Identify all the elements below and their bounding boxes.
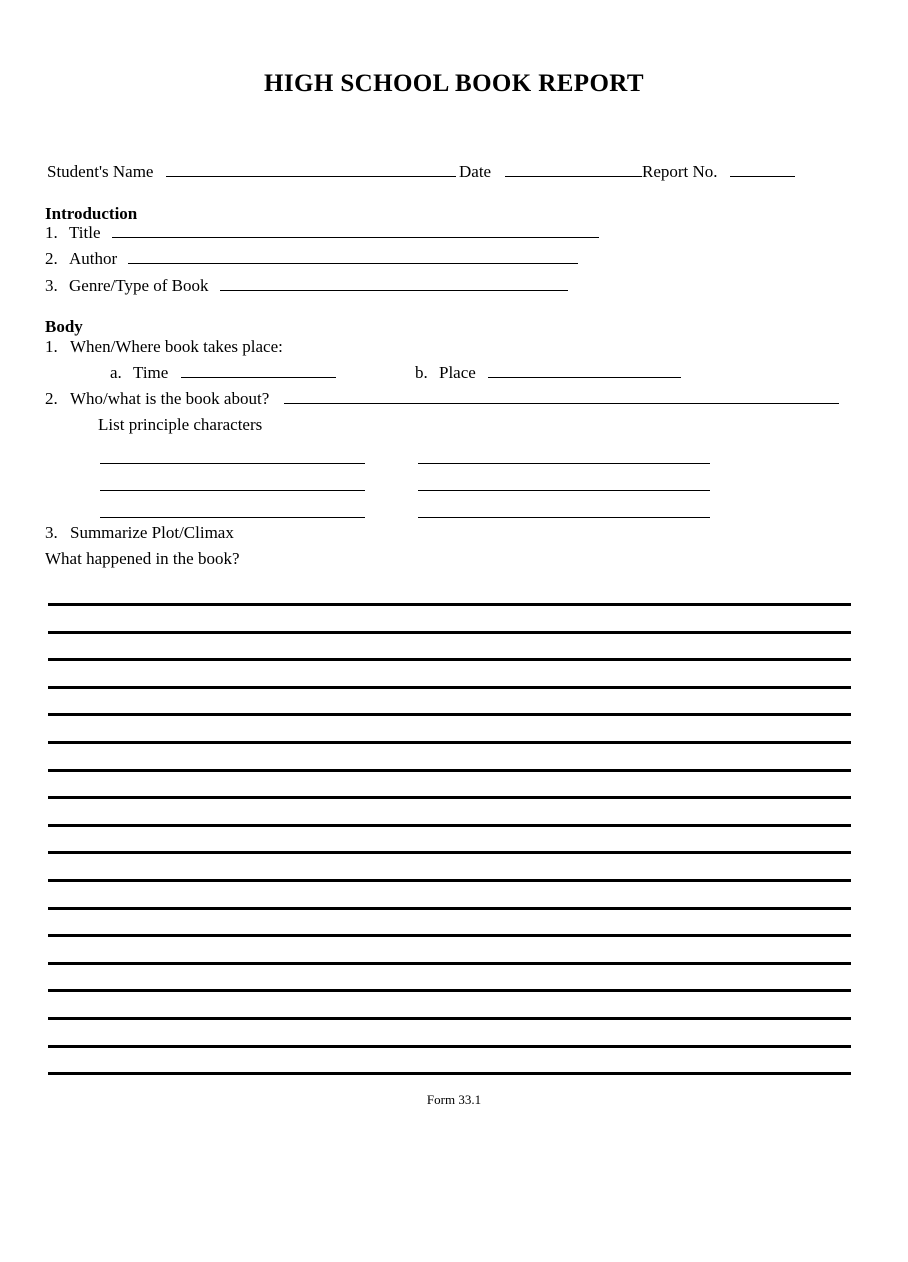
writing-lines-area: [48, 590, 851, 1090]
body-item-when-where: [45, 337, 283, 357]
introduction-item-genre-number: 3.: [45, 276, 58, 295]
body-item-when-where-number: 1.: [45, 337, 58, 356]
character-input-right-3[interactable]: [418, 517, 710, 518]
report-no-label: Report No.: [642, 162, 718, 181]
character-input-left-3[interactable]: [100, 517, 365, 518]
writing-line[interactable]: [48, 741, 851, 744]
body-subitem-time-number: a.: [110, 363, 122, 382]
date-label: Date: [459, 162, 492, 181]
writing-line[interactable]: [48, 989, 851, 992]
section-heading-body: Body: [45, 317, 83, 336]
character-input-right-1[interactable]: [418, 463, 710, 464]
writing-line[interactable]: [48, 934, 851, 937]
body-subitem-time-label: Time: [133, 363, 169, 382]
writing-line[interactable]: [48, 686, 851, 689]
body-item-summarize-prompt: What happened in the book?: [45, 549, 240, 568]
writing-line[interactable]: [48, 879, 851, 882]
body-subitem-time: [110, 363, 336, 383]
section-heading-introduction: Introduction: [45, 204, 138, 223]
student-name-field-row: [47, 162, 456, 182]
introduction-item-title-input[interactable]: [112, 224, 599, 238]
character-input-right-2[interactable]: [418, 490, 710, 491]
body-item-who-what-label: Who/what is the book about?: [70, 389, 270, 408]
writing-line[interactable]: [48, 824, 851, 827]
character-list-label: List principle characters: [98, 415, 263, 434]
character-input-left-2[interactable]: [100, 490, 365, 491]
writing-line[interactable]: [48, 962, 851, 965]
body-item-summarize-label: Summarize Plot/Climax: [70, 523, 234, 542]
report-no-input[interactable]: [730, 163, 795, 177]
writing-line[interactable]: [48, 1017, 851, 1020]
writing-line[interactable]: [48, 907, 851, 910]
introduction-item-author-input[interactable]: [128, 250, 578, 264]
introduction-item-title: [45, 223, 599, 243]
writing-line[interactable]: [48, 631, 851, 634]
writing-line[interactable]: [48, 603, 851, 606]
writing-line[interactable]: [48, 851, 851, 854]
introduction-item-author: [45, 249, 578, 269]
introduction-item-author-label: Author: [69, 249, 118, 268]
introduction-item-genre-label: Genre/Type of Book: [69, 276, 209, 295]
form-number-footer: Form 33.1: [426, 1092, 482, 1107]
body-item-who-what-input[interactable]: [284, 390, 839, 404]
writing-line[interactable]: [48, 1045, 851, 1048]
writing-line[interactable]: [48, 769, 851, 772]
page-title: HIGH SCHOOL BOOK REPORT: [264, 70, 644, 97]
student-name-label: Student's Name: [47, 162, 154, 181]
body-subitem-place: [415, 363, 681, 383]
body-item-who-what-number: 2.: [45, 389, 58, 408]
body-item-summarize: [45, 523, 234, 543]
writing-line[interactable]: [48, 658, 851, 661]
student-name-input[interactable]: [166, 163, 456, 177]
introduction-item-genre: [45, 276, 568, 296]
introduction-item-title-number: 1.: [45, 223, 58, 242]
date-input[interactable]: [505, 163, 642, 177]
introduction-item-author-number: 2.: [45, 249, 58, 268]
character-input-left-1[interactable]: [100, 463, 365, 464]
writing-line[interactable]: [48, 1072, 851, 1075]
body-item-who-what: [45, 389, 839, 409]
body-subitem-place-number: b.: [415, 363, 428, 382]
body-subitem-place-label: Place: [439, 363, 476, 382]
introduction-item-title-label: Title: [69, 223, 101, 242]
body-item-summarize-number: 3.: [45, 523, 58, 542]
body-item-when-where-label: When/Where book takes place:: [70, 337, 283, 356]
body-subitem-time-input[interactable]: [181, 364, 336, 378]
introduction-item-genre-input[interactable]: [220, 277, 568, 291]
writing-line[interactable]: [48, 713, 851, 716]
report-no-field-row: [642, 162, 795, 182]
date-field-row: [459, 162, 642, 182]
writing-line[interactable]: [48, 796, 851, 799]
body-subitem-place-input[interactable]: [488, 364, 681, 378]
